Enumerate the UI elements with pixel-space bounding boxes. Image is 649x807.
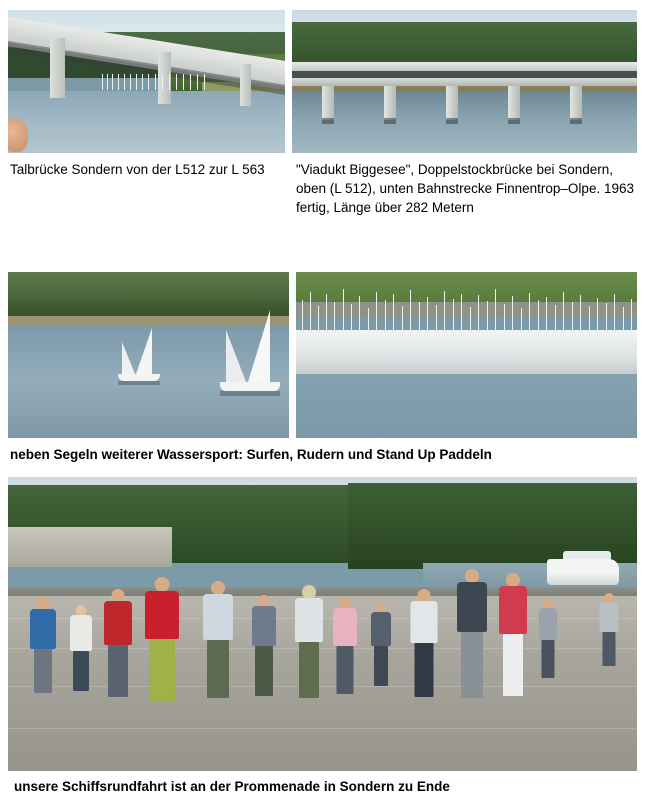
- caption-wassersport: neben Segeln weiterer Wassersport: Surfen, Rudern und Stand Up Paddeln: [10, 447, 492, 462]
- bridge-pier: [50, 38, 65, 98]
- lake-water: [292, 91, 637, 153]
- person: [26, 597, 60, 707]
- person: [100, 589, 136, 709]
- mast-field: [296, 284, 637, 344]
- photo-talbruecke-sondern: [8, 10, 285, 153]
- excursion-boat: [547, 559, 619, 585]
- person: [66, 605, 96, 705]
- bridge-upper-deck: [292, 62, 637, 71]
- person: [248, 595, 280, 707]
- person: [198, 581, 238, 713]
- person: [536, 599, 560, 691]
- person: [330, 597, 360, 705]
- person: [406, 589, 442, 713]
- caption-talbruecke: Talbrücke Sondern von der L512 zur L 563: [10, 162, 265, 177]
- person: [140, 577, 184, 715]
- person: [596, 593, 622, 677]
- photo-block-1: [0, 0, 649, 260]
- bridge-pier: [384, 86, 396, 120]
- photo-viadukt-biggesee: [292, 10, 637, 153]
- photo-segelboote: [8, 272, 289, 438]
- sailboat: [220, 310, 284, 398]
- caption-schiffsrundfahrt: unsere Schiffsrundfahrt ist an der Prommenade in Sondern zu Ende: [14, 779, 450, 794]
- bridge-truss-gap: [292, 71, 637, 78]
- photo-marina-sondern: [296, 272, 637, 438]
- bridge-pier: [240, 64, 251, 106]
- bridge-pier: [446, 86, 458, 120]
- pier-reflection: [508, 118, 520, 124]
- bridge-pier: [570, 86, 582, 120]
- person: [452, 569, 492, 715]
- village-houses: [8, 527, 172, 567]
- photo-promenade-gruppe: [8, 477, 637, 771]
- pier-reflection: [446, 118, 458, 124]
- sailboat: [116, 328, 162, 386]
- person: [290, 585, 328, 711]
- person: [368, 603, 394, 699]
- person: [494, 573, 532, 713]
- bridge-pier: [322, 86, 334, 120]
- pier-reflection: [384, 118, 396, 124]
- bridge-pier: [508, 86, 520, 120]
- bridge-lower-deck: [292, 78, 637, 86]
- pier-reflection: [322, 118, 334, 124]
- moored-sailboats: [100, 72, 210, 90]
- caption-viadukt: "Viadukt Biggesee", Doppelstockbrücke bei Sondern, oben (L 512), unten Bahnstrecke Finnentrop–Olpe. 1963 fertig, Länge über 282 Metern: [296, 162, 634, 215]
- pier-reflection: [570, 118, 582, 124]
